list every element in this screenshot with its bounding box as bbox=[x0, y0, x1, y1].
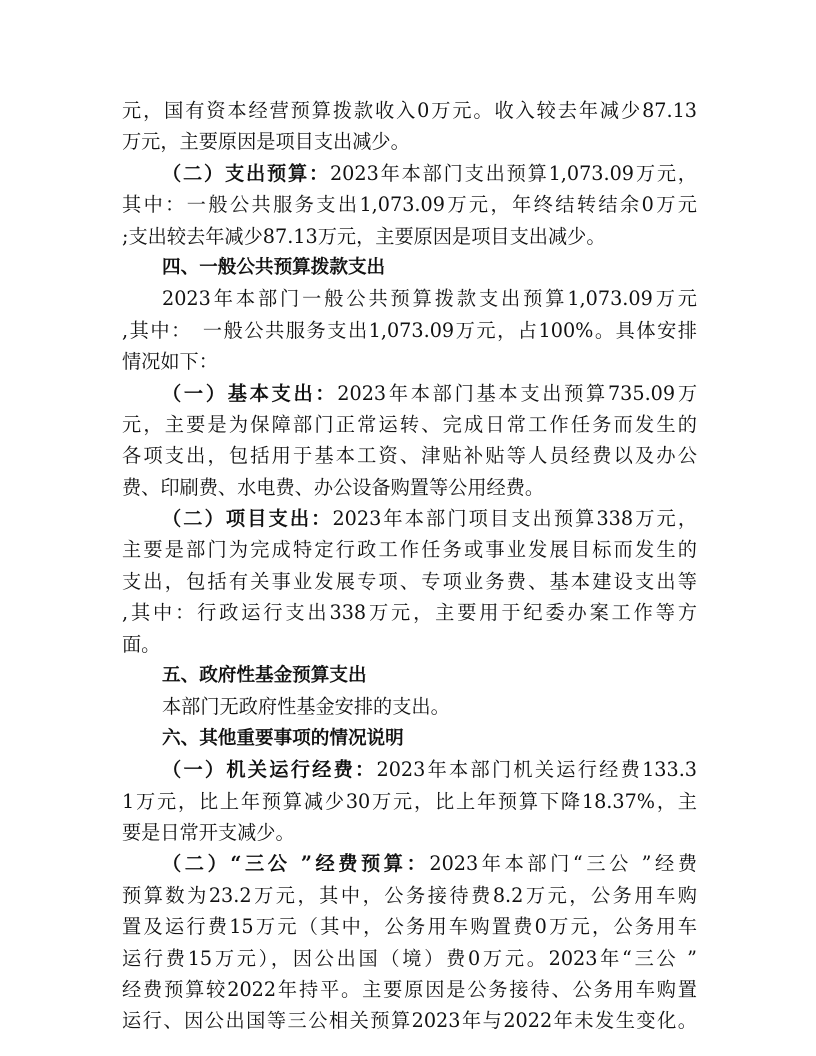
text-line: 元，主要是为保障部门正常运转、完成日常工作任务而发生的 bbox=[122, 412, 697, 436]
text-line: 本部门无政府性基金安排的支出。 bbox=[162, 695, 450, 719]
text-line: 费、印刷费、水电费、办公设备购置等公用经费。 bbox=[122, 475, 545, 499]
document-page bbox=[122, 95, 697, 1037]
paragraph-text: 2023年本部门基本支出预算735.09万 bbox=[337, 381, 697, 405]
text-line: 2023年本部门一般公共预算拨款支出预算1,073.09万元 bbox=[162, 287, 697, 311]
text-line: 要是日常开支减少。 bbox=[122, 820, 295, 844]
text-line: 预算数为23.2万元，其中，公务接待费8.2万元，公务用车购 bbox=[122, 883, 697, 907]
section-heading: 六、其他重要事项的情况说明 bbox=[162, 727, 404, 749]
text-line: 情况如下： bbox=[122, 350, 218, 374]
text-line: 经费预算较2022年持平。主要原因是公务接待、公务用车购置 bbox=[122, 977, 697, 1001]
text-line: ,其中： 一般公共服务支出1,073.09万元，占100%。具体安排 bbox=[122, 318, 697, 342]
paragraph-lead: （二）支出预算： bbox=[162, 161, 330, 185]
paragraph-lead: （二）“三公 ”经费预算： bbox=[162, 852, 430, 876]
paragraph-text: 2023年本部门支出预算1,073.09万元， bbox=[329, 161, 697, 185]
text-line: 支出，包括有关事业发展专项、专项业务费、基本建设支出等 bbox=[122, 569, 697, 593]
text-line: 其中：一般公共服务支出1,073.09万元，年终结转结余0万元 bbox=[122, 193, 697, 217]
text-line: 运行、因公出国等三公相关预算2023年与2022年未发生变化。 bbox=[122, 1009, 697, 1033]
text-line: 1万元，比上年预算减少30万元，比上年预算下降18.37%，主 bbox=[122, 789, 697, 813]
text-line: 运行费15万元），因公出国（境）费0万元。2023年“三公 ” bbox=[122, 946, 697, 970]
paragraph-lead: （一）基本支出： bbox=[162, 381, 338, 405]
text-line: 置及运行费15万元（其中，公务用车购置费0万元，公务用车 bbox=[122, 915, 697, 939]
paragraph-start bbox=[122, 503, 697, 534]
paragraph-start bbox=[122, 158, 697, 189]
paragraph-lead: （一）机关运行经费： bbox=[162, 758, 377, 782]
paragraph-lead: （二）项目支出： bbox=[162, 507, 333, 531]
text-line: ,其中：行政运行支出338万元，主要用于纪委办案工作等方 bbox=[122, 601, 697, 625]
paragraph-text: 2023年本部门机关运行经费133.3 bbox=[376, 758, 697, 782]
text-line: 元，国有资本经营预算拨款收入0万元。收入较去年减少87.13 bbox=[122, 99, 697, 122]
text-line: 万元，主要原因是项目支出减少。 bbox=[122, 130, 410, 154]
paragraph-start bbox=[122, 378, 697, 409]
text-line: ;支出较去年减少87.13万元，主要原因是项目支出减少。 bbox=[122, 224, 606, 248]
text-line: 各项支出，包括用于基本工资、津贴补贴等人员经费以及办公 bbox=[122, 444, 697, 468]
section-heading: 五、政府性基金预算支出 bbox=[162, 665, 367, 687]
paragraph-start bbox=[122, 754, 697, 785]
text-line: 主要是部门为完成特定行政工作任务或事业发展目标而发生的 bbox=[122, 538, 697, 562]
section-heading: 四、一般公共预算拨款支出 bbox=[162, 256, 386, 278]
text-line: 面。 bbox=[122, 632, 161, 656]
paragraph-text: 2023年本部门项目支出预算338万元， bbox=[332, 507, 697, 531]
paragraph-text: 2023年本部门“三公 ”经费 bbox=[429, 852, 697, 876]
paragraph-start bbox=[122, 848, 697, 879]
